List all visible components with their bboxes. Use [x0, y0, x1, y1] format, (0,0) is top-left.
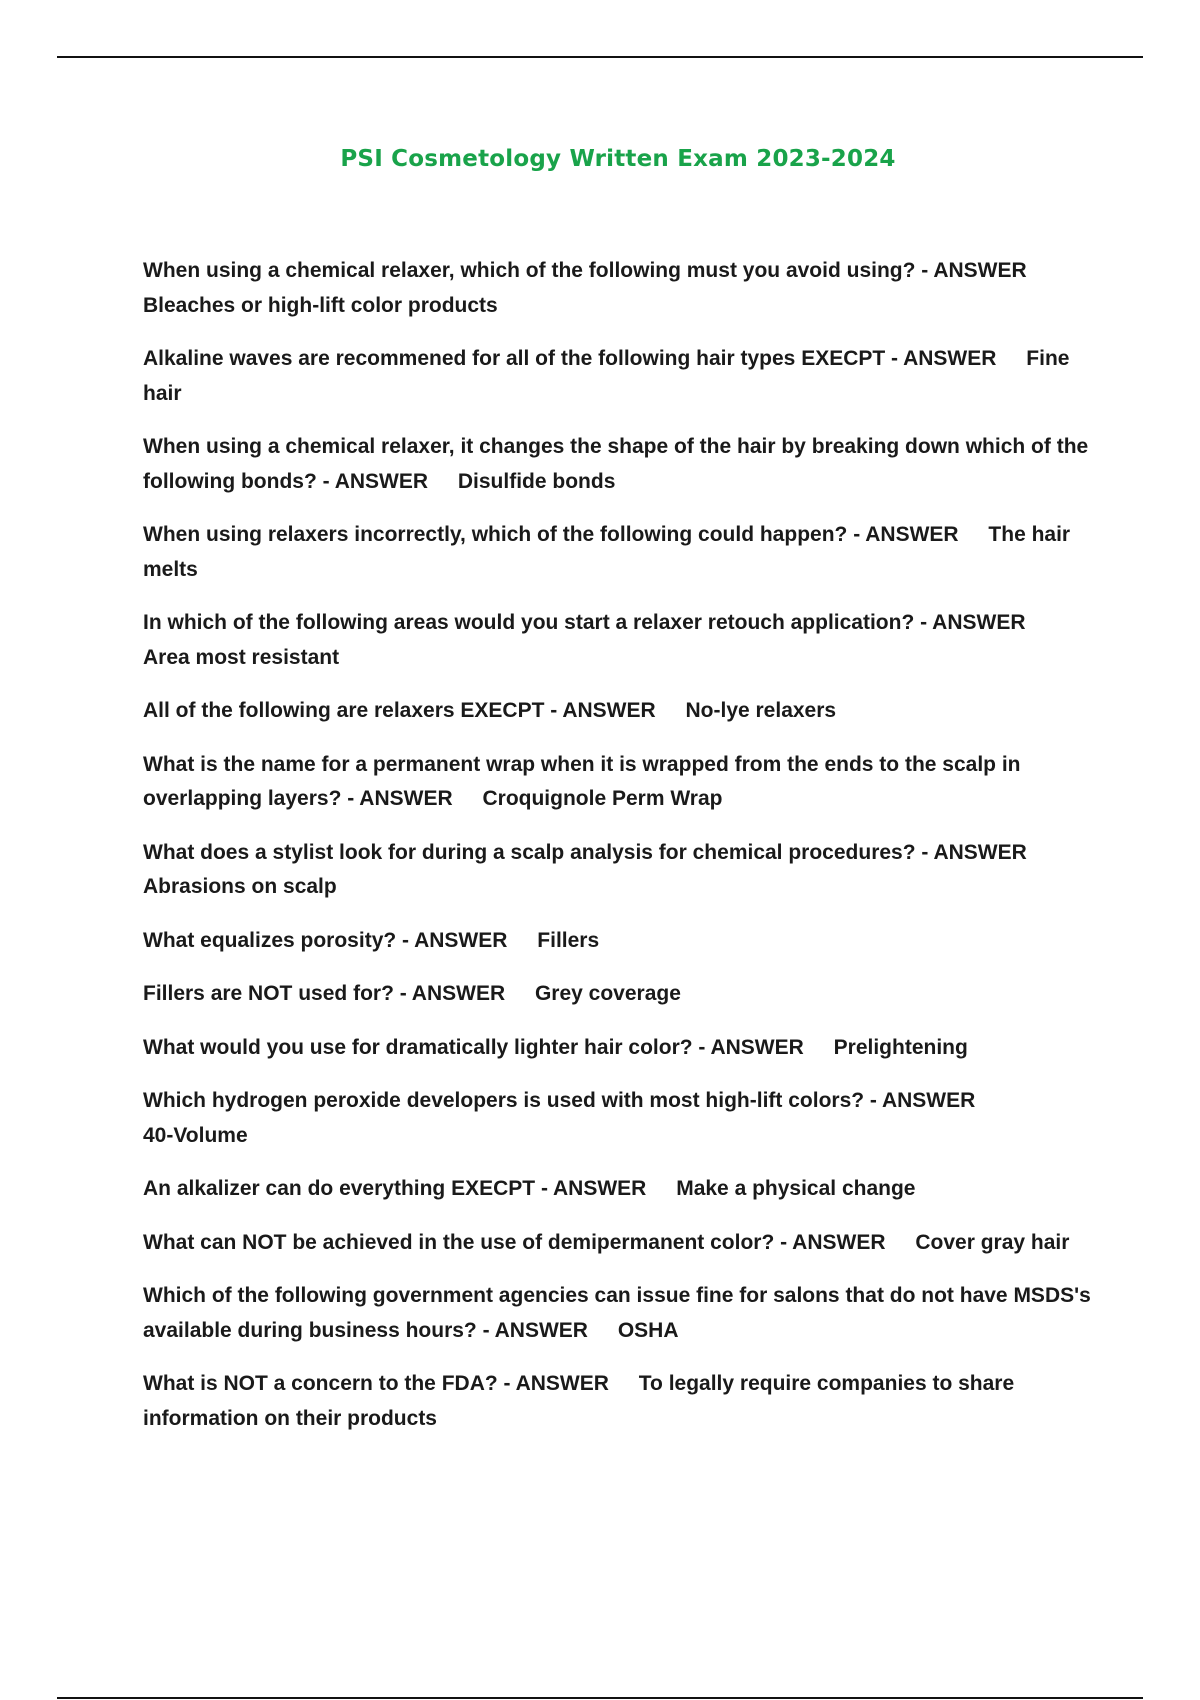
qa-item [143, 606, 1099, 675]
qa-item [143, 254, 1099, 323]
question-text: What equalizes porosity? [143, 928, 403, 952]
answer-text: No-lye relaxers [685, 699, 837, 722]
answer-separator: - ANSWER [550, 699, 656, 722]
answer-separator: - ANSWER [322, 469, 429, 493]
qa-item [143, 1031, 1099, 1066]
answer-separator: - ANSWER [540, 1177, 647, 1200]
answer-text: To legally require companies to share information on their products [143, 1372, 1015, 1430]
qa-item [143, 1226, 1099, 1261]
question-text: Fillers are NOT used for? [143, 982, 400, 1005]
qa-item [143, 1367, 1099, 1436]
answer-separator: - ANSWER [891, 347, 997, 370]
qa-item [143, 342, 1099, 411]
document-title: PSI Cosmetology Written Exam 2023-2024 [340, 146, 896, 172]
qa-item [143, 1279, 1099, 1348]
question-text: When using relaxers incorrectly, which of the following could happen? [143, 523, 854, 546]
answer-text: Croquignole Perm Wrap [482, 787, 723, 810]
answer-text: OSHA [617, 1318, 679, 1342]
answer-separator: - ANSWER [482, 1318, 588, 1342]
answer-separator: - ANSWER [921, 259, 1027, 282]
question-text: What is the name for a permanent wrap when it is wrapped from the ends to the scalp in overlapping layers? [143, 752, 1021, 810]
qa-item [143, 1172, 1099, 1207]
answer-separator: - ANSWER [853, 523, 959, 546]
answer-text: Grey coverage [534, 982, 681, 1005]
answer-text: Disulfide bonds [457, 469, 616, 493]
question-text: All of the following are relaxers EXECPT [143, 699, 551, 722]
question-text: In which of the following areas would you start a relaxer retouch application? [143, 611, 921, 634]
qa-item [143, 430, 1099, 499]
qa-item [143, 924, 1099, 959]
answer-text: 40-Volume [143, 1123, 248, 1147]
qa-item [143, 694, 1099, 729]
question-text: Which hydrogen peroxide developers is used with most high-lift colors? [143, 1089, 870, 1112]
answer-separator: - ANSWER [347, 787, 453, 810]
answer-text: Prelightening [833, 1035, 968, 1059]
question-text: What does a stylist look for during a scalp analysis for chemical procedures? [143, 840, 922, 864]
qa-item [143, 748, 1099, 817]
answer-separator: - ANSWER [399, 982, 506, 1005]
answer-separator: - ANSWER [698, 1035, 804, 1059]
question-text: What can NOT be achieved in the use of demipermanent color? [143, 1230, 781, 1254]
answer-separator: - ANSWER [503, 1372, 609, 1395]
qa-item [143, 1084, 1099, 1153]
question-answer-list [143, 254, 1099, 1455]
answer-text: Area most resistant [143, 645, 340, 669]
answer-separator: - ANSWER [920, 611, 1026, 634]
answer-text: Cover gray hair [915, 1230, 1070, 1254]
qa-item [143, 518, 1099, 587]
answer-text: Fine hair [143, 347, 1070, 405]
answer-separator: - ANSWER [921, 840, 1027, 864]
answer-text: The hair melts [143, 523, 1071, 581]
question-text: When using a chemical relaxer, which of the following must you avoid using? [143, 259, 922, 282]
question-text: An alkalizer can do everything EXECPT [143, 1177, 541, 1200]
question-text: What would you use for dramatically lighter hair color? [143, 1035, 699, 1059]
answer-separator: - ANSWER [402, 928, 508, 952]
answer-separator: - ANSWER [869, 1089, 976, 1112]
answer-text: Make a physical change [676, 1177, 916, 1200]
qa-item [143, 836, 1099, 905]
question-text: Alkaline waves are recommened for all of the following hair types EXECPT [143, 347, 892, 370]
answer-text: Bleaches or high-lift color products [143, 293, 498, 317]
qa-item [143, 977, 1099, 1012]
top-rule [57, 56, 1143, 58]
question-text: What is NOT a concern to the FDA? [143, 1372, 504, 1395]
bottom-rule [57, 1697, 1143, 1699]
answer-text: Abrasions on scalp [143, 875, 337, 898]
answer-separator: - ANSWER [780, 1230, 886, 1254]
question-text: When using a chemical relaxer, it changes the shape of the hair by breaking down which of the following bonds? [143, 435, 1089, 493]
question-text: Which of the following government agencies can issue fine for salons that do not have MSDS's available during business hours? [143, 1284, 1091, 1342]
answer-text: Fillers [537, 928, 600, 952]
